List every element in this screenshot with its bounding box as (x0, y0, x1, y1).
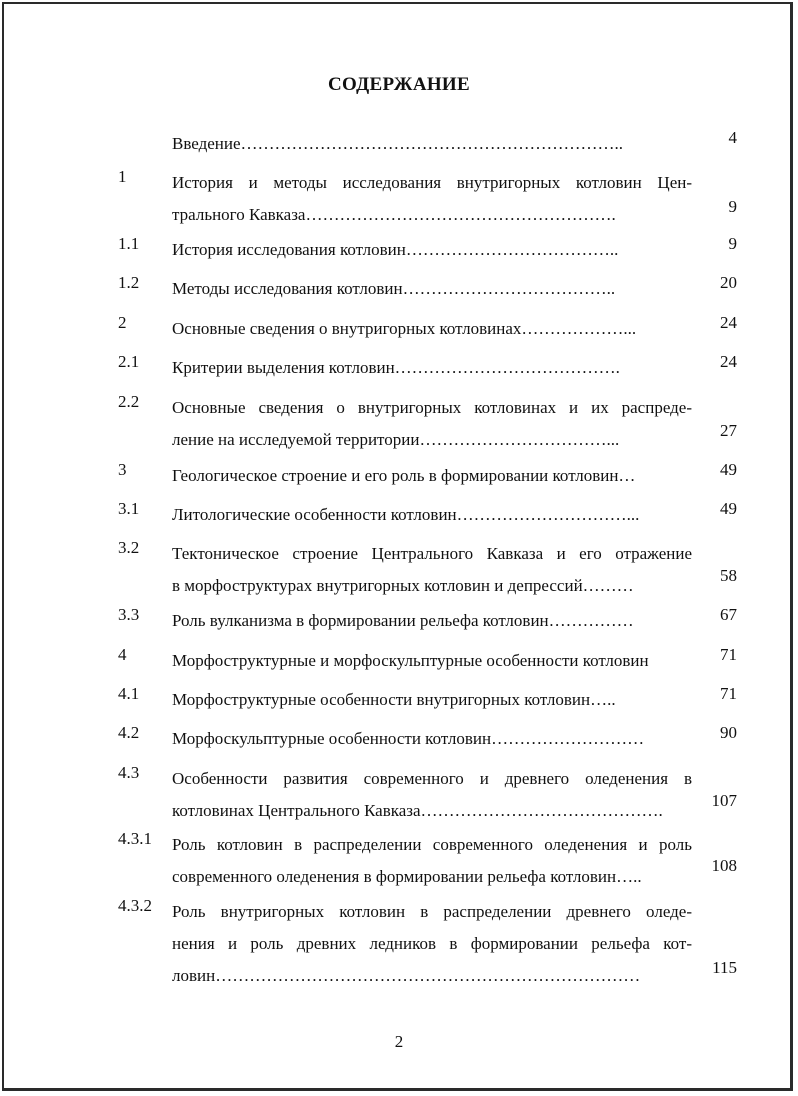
toc-entry-line: Основные сведения о внутригорных котловинах и их распреде- (172, 398, 692, 417)
toc-entry-title (172, 684, 692, 716)
toc-entry-line: современного оледенения в формировании рельефа котловин….. (172, 867, 642, 886)
toc-entry-title (172, 896, 692, 992)
toc-entry-number: 4.3.1 (118, 829, 152, 848)
toc-entry-number: 4 (118, 645, 127, 664)
toc-entry-page: 24 (720, 313, 737, 332)
page-number: 2 (394, 1032, 404, 1051)
toc-entry-page: 90 (720, 723, 737, 742)
toc-entry-page: 108 (711, 856, 737, 875)
toc-entry-number: 4.2 (118, 723, 140, 742)
toc-entry-number: 2 (118, 313, 127, 332)
toc-entry-line: трального Кавказа………………………………………………. (172, 205, 616, 224)
toc-entry-line: Основные сведения о внутригорных котловинах………………... (172, 319, 637, 338)
toc-entry-page: 4 (728, 128, 737, 147)
toc-entry-page: 49 (720, 460, 737, 479)
toc-entry-number: 3.2 (118, 538, 140, 557)
toc-entry-page: 20 (720, 273, 737, 292)
toc-entry-line: Введение………………………………………………………….. (172, 134, 624, 153)
toc-entry-title (172, 128, 692, 160)
toc-entry-title (172, 460, 692, 492)
toc-entry-page: 71 (720, 645, 737, 664)
toc-entry-line: нения и роль древних ледников в формировании рельефа кот- (172, 934, 692, 953)
toc-entry-number: 2.1 (118, 352, 140, 371)
toc-entry-page: 24 (720, 352, 737, 371)
toc-entry-number: 2.2 (118, 392, 140, 411)
toc-entry-number: 3.3 (118, 605, 140, 624)
toc-entry-line: История и методы исследования внутригорных котловин Цен- (172, 173, 692, 192)
toc-entry-page: 71 (720, 684, 737, 703)
toc-entry-number: 1.2 (118, 273, 140, 292)
toc-entry-line: ловин………………………………………………………………… (172, 966, 641, 985)
toc-entry-line: Геологическое строение и его роль в формировании котловин… (172, 466, 636, 485)
toc-entry-title (172, 273, 692, 305)
toc-entry-title (172, 538, 692, 602)
toc-entry-title (172, 234, 692, 266)
toc-entry-number: 1.1 (118, 234, 140, 253)
toc-entry-line: Литологические особенности котловин…………………………... (172, 505, 640, 524)
toc-entry-number: 4.3.2 (118, 896, 152, 915)
toc-entry-page: 9 (728, 234, 737, 253)
toc-entry-line: Роль внутригорных котловин в распределении древнего оледе- (172, 902, 692, 921)
contents-heading: СОДЕРЖАНИЕ (328, 74, 470, 95)
toc-entry-page: 107 (711, 791, 737, 810)
toc-entry-page: 115 (712, 958, 737, 977)
toc-entry-line: Тектоническое строение Центрального Кавказа и его отражение (172, 544, 692, 563)
toc-entry-number: 4.1 (118, 684, 140, 703)
toc-entry-line: Критерии выделения котловин…………………………………. (172, 358, 620, 377)
toc-entry-page: 49 (720, 499, 737, 518)
toc-entry-page: 58 (720, 566, 737, 585)
toc-entry-number: 3 (118, 460, 127, 479)
toc-entry-line: Морфоструктурные и морфоскульптурные особенности котловин (172, 651, 649, 670)
toc-entry-page: 27 (720, 421, 737, 440)
toc-entry-title (172, 499, 692, 531)
toc-entry-title (172, 313, 692, 345)
toc-entry-number: 4.3 (118, 763, 140, 782)
toc-entry-title (172, 645, 692, 677)
toc-entry-line: Роль котловин в распределении современного оледенения и роль (172, 835, 692, 854)
toc-entry-line: Роль вулканизма в формировании рельефа котловин…………… (172, 611, 634, 630)
toc-entry-line: История исследования котловин……………………………….. (172, 240, 619, 259)
toc-entry-title (172, 352, 692, 384)
toc-entry-number: 3.1 (118, 499, 140, 518)
toc-entry-title (172, 723, 692, 755)
toc-entry-title (172, 763, 692, 827)
toc-entry-title (172, 167, 692, 231)
toc-entry-title (172, 605, 692, 637)
toc-entry-line: Морфоструктурные особенности внутригорных котловин….. (172, 690, 616, 709)
toc-entry-line: котловинах Центрального Кавказа……………………………………. (172, 801, 663, 820)
toc-entry-line: Особенности развития современного и древнего оледенения в (172, 769, 692, 788)
toc-entry-title (172, 392, 692, 456)
toc-entry-line: Методы исследования котловин……………………………….. (172, 279, 616, 298)
toc-entry-line: Морфоскульптурные особенности котловин……………………… (172, 729, 645, 748)
toc-entry-page: 9 (728, 197, 737, 216)
toc-entry-page: 67 (720, 605, 737, 624)
toc-entry-line: в морфоструктурах внутригорных котловин и депрессий……… (172, 576, 634, 595)
toc-entry-number: 1 (118, 167, 127, 186)
toc-entry-title (172, 829, 692, 893)
toc-entry-line: ление на исследуемой территории……………………………... (172, 430, 620, 449)
